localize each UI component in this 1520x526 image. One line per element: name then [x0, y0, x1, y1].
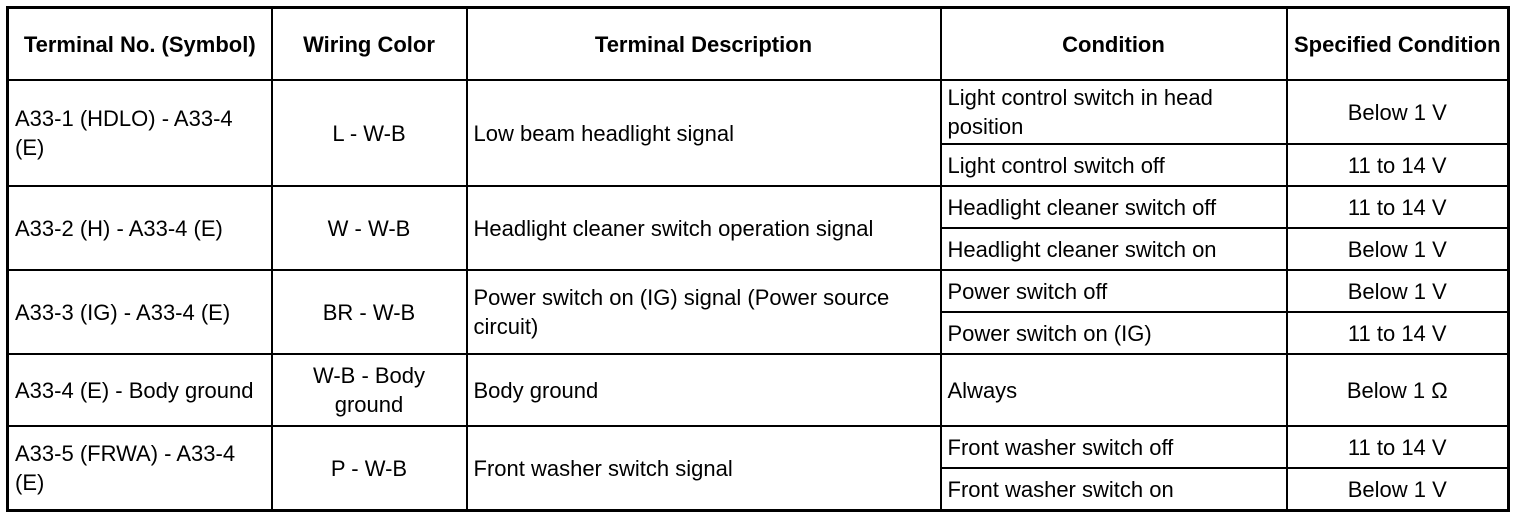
wiring-color-cell: BR - W-B [272, 270, 467, 354]
terminal-cell: A33-2 (H) - A33-4 (E) [8, 186, 272, 270]
specified-cell: 11 to 14 V [1287, 312, 1509, 354]
specified-cell: 11 to 14 V [1287, 426, 1509, 468]
terminal-cell: A33-5 (FRWA) - A33-4 (E) [8, 426, 272, 511]
terminal-cell: A33-3 (IG) - A33-4 (E) [8, 270, 272, 354]
header-terminal: Terminal No. (Symbol) [8, 8, 272, 81]
condition-cell: Power switch on (IG) [941, 312, 1287, 354]
condition-cell: Front washer switch on [941, 468, 1287, 511]
condition-cell: Headlight cleaner switch off [941, 186, 1287, 228]
specified-cell: Below 1 V [1287, 270, 1509, 312]
condition-cell: Headlight cleaner switch on [941, 228, 1287, 270]
header-row [8, 8, 1509, 81]
terminal-table [6, 6, 1510, 512]
terminal-cell: A33-4 (E) - Body ground [8, 354, 272, 426]
description-cell: Body ground [467, 354, 941, 426]
table-row [8, 186, 1509, 228]
specified-cell: Below 1 Ω [1287, 354, 1509, 426]
description-cell: Low beam headlight signal [467, 80, 941, 186]
condition-cell: Front washer switch off [941, 426, 1287, 468]
header-terminal-description: Terminal Description [467, 8, 941, 81]
condition-cell: Light control switch off [941, 144, 1287, 186]
condition-cell: Light control switch in head position [941, 80, 1287, 144]
header-wiring-color: Wiring Color [272, 8, 467, 81]
header-condition: Condition [941, 8, 1287, 81]
wiring-color-cell: P - W-B [272, 426, 467, 511]
condition-cell: Always [941, 354, 1287, 426]
condition-cell: Power switch off [941, 270, 1287, 312]
specified-cell: Below 1 V [1287, 228, 1509, 270]
table-row [8, 270, 1509, 312]
terminal-cell: A33-1 (HDLO) - A33-4 (E) [8, 80, 272, 186]
description-cell: Headlight cleaner switch operation signal [467, 186, 941, 270]
table-row [8, 426, 1509, 468]
specified-cell: 11 to 14 V [1287, 144, 1509, 186]
description-cell: Power switch on (IG) signal (Power source circuit) [467, 270, 941, 354]
header-specified-condition: Specified Condition [1287, 8, 1509, 81]
wiring-color-cell: L - W-B [272, 80, 467, 186]
description-cell: Front washer switch signal [467, 426, 941, 511]
wiring-color-cell: W - W-B [272, 186, 467, 270]
specified-cell: 11 to 14 V [1287, 186, 1509, 228]
specified-cell: Below 1 V [1287, 80, 1509, 144]
wiring-color-cell: W-B - Body ground [272, 354, 467, 426]
terminal-table-container [6, 6, 1510, 512]
specified-cell: Below 1 V [1287, 468, 1509, 511]
table-row [8, 354, 1509, 426]
table-row [8, 80, 1509, 144]
